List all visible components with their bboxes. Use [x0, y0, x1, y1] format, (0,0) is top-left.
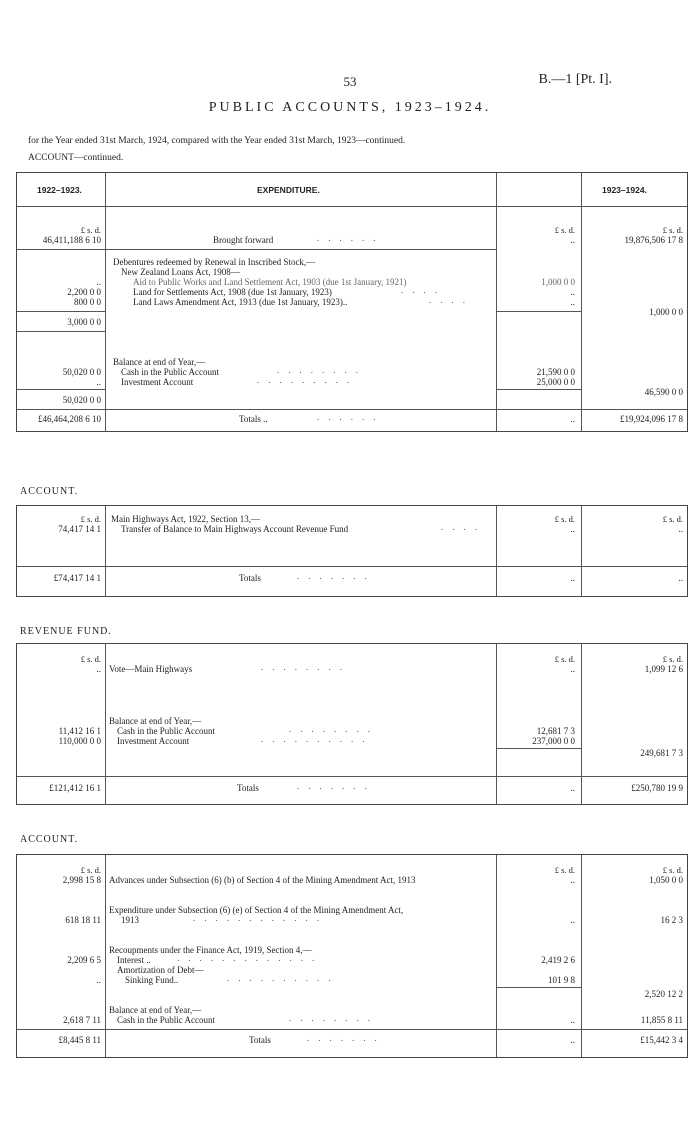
balance-inv-prev: ..	[96, 377, 101, 387]
advances-mid: ..	[570, 875, 575, 885]
balance-cash-label: Cash in the Public Account	[121, 367, 219, 377]
deb-line1-prev: ..	[96, 277, 101, 287]
balance-heading: Balance at end of Year,—	[109, 716, 202, 726]
line2-mid: ..	[570, 524, 575, 534]
page-number: 53	[343, 74, 357, 89]
sinking-fund-mid: 101 9 8	[548, 975, 575, 985]
units-mid: £ s. d.	[554, 225, 575, 235]
deb-line3-mid: ..	[570, 297, 575, 307]
expenditure-table-1: 1922–1923. EXPENDITURE. 1923–1924. £ s. d. £ s. d. £ s. d. 46,411,188 6 10 Brought forward ...... .. 19,876,506 17 8 Debentures redeemed by Renewal in Inscribed Stock,— New Zealand Loans Act, 1908— .. Aid to Public Works and Land Settlement Act, 1903 (due 1st January, 1921) 1,000 0 0 2,200 0 0 Land for Settlements Act, 1908 (due 1st January, 1923) .... .. 800 0 0 Land Laws Amendment Act, 1913 (due 1st January, 1923).. .... .. 3,000 0 0 1,000 0 0 Balance at end of Year,— 50,020 0 0 Cash in the Public Account ........ 21,590 0 0 .. Investment Account ......... 25,000 0 0 50,020 0 0 46,590 0 0 £46,464,208 6 10 Totals .. ...... .. £19,924,096 17 8	[16, 172, 688, 432]
balance-inv-label: Investment Account	[121, 377, 194, 387]
totals-label: Totals	[249, 1035, 271, 1045]
totals-curr: ..	[678, 573, 683, 583]
deb-line2-prev: 2,200 0 0	[67, 287, 101, 297]
document-reference: B.—1 [Pt. I].	[538, 72, 612, 87]
line2-label: Transfer of Balance to Main Highways Account Revenue Fund	[121, 524, 349, 534]
units-prev: £ s. d.	[80, 225, 101, 235]
totals-prev: £46,464,208 6 10	[38, 414, 101, 424]
header-expenditure: EXPENDITURE.	[257, 185, 320, 195]
expenditure-table-3: £ s. d. £ s. d. £ s. d. .. Vote—Main Highways ........ .. 1,099 12 6 Balance at end of Year,— 11,412 16 1 Cash in the Public Account ........ 12,681 7 3 110,000 0 0 Investment Account .......... 237,000 0 0 249,681 7 3 £121,412 16 1 Totals ....... .. £250,780 19 9	[16, 643, 688, 805]
expenditure-table-4: £ s. d. £ s. d. £ s. d. 2,998 15 8 Advances under Subsection (6) (b) of Section 4 of the Mining Amendment Act, 1913 .. 1,050 0 0 Expenditure under Subsection (6) (e) of Section 4 of the Mining Amendment Act, 618 18 11 1913 ............ .. 16 2 3 Recoupments under the Finance Act, 1919, Section 4,— 2,209 6 5 Interest .. ............. 2,419 2 6 Amortization of Debt— .. Sinking Fund.. .......... 101 9 8 2,520 12 2 Balance at end of Year,— 2,618 7 11 Cash in the Public Account ........ .. 11,855 8 11 £8,445 8 11 Totals ....... .. £15,442 3 4	[16, 854, 688, 1058]
brought-forward-curr: 19,876,506 17 8	[624, 235, 683, 245]
recoupments-heading: Recoupments under the Finance Act, 1919, Section 4,—	[109, 945, 312, 955]
advances-curr: 1,050 0 0	[649, 875, 683, 885]
balance-total-curr: 46,590 0 0	[644, 387, 683, 397]
amortization-label: Amortization of Debt—	[117, 965, 204, 975]
balance-cash-prev: 50,020 0 0	[62, 367, 101, 377]
expenditure-mid: ..	[570, 915, 575, 925]
totals-prev: £74,417 14 1	[53, 573, 101, 583]
page-title: PUBLIC ACCOUNTS, 1923–1924.	[208, 100, 492, 115]
units-mid: £ s. d.	[554, 514, 575, 524]
brought-forward-mid: ..	[570, 235, 575, 245]
expenditure-table-2: £ s. d. £ s. d. £ s. d. 74,417 14 1 Main Highways Act, 1922, Section 13,— Transfer of Balance to Main Highways Account Revenue Fund .... .. .. £74,417 14 1 Totals ....... .. ..	[16, 505, 688, 597]
debentures-heading: Debentures redeemed by Renewal in Inscribed Stock,—	[113, 257, 316, 267]
deb-line1-label: Aid to Public Works and Land Settlement Act, 1903 (due 1st January, 1921)	[133, 277, 407, 287]
interest-label: Interest ..	[117, 955, 151, 965]
balance-inv-mid: 237,000 0 0	[532, 736, 575, 746]
recoupments-total-curr: 2,520 12 2	[644, 989, 683, 999]
line1-label: Main Highways Act, 1922, Section 13,—	[111, 514, 260, 524]
balance-total-prev: 50,020 0 0	[62, 395, 101, 405]
expenditure-label-a: Expenditure under Subsection (6) (e) of Section 4 of the Mining Amendment Act,	[109, 905, 404, 915]
page-subtitle: for the Year ended 31st March, 1924, compared with the Year ended 31st March, 1923—continued.	[28, 136, 406, 146]
units-curr: £ s. d.	[662, 865, 683, 875]
deb-total-prev: 3,000 0 0	[67, 317, 101, 327]
totals-mid: ..	[570, 573, 575, 583]
totals-label: Totals	[239, 573, 261, 583]
balance-cash-mid: 12,681 7 3	[536, 726, 575, 736]
units-curr: £ s. d.	[662, 654, 683, 664]
sinking-fund-prev: ..	[96, 975, 101, 985]
totals-mid: ..	[570, 1035, 575, 1045]
brought-forward-label: Brought forward	[213, 235, 274, 245]
balance-total-curr: 249,681 7 3	[640, 748, 683, 758]
units-mid: £ s. d.	[554, 654, 575, 664]
line1-prev: 74,417 14 1	[58, 524, 101, 534]
vote-mid: ..	[570, 664, 575, 674]
balance-heading: Balance at end of Year,—	[113, 357, 206, 367]
totals-curr: £15,442 3 4	[640, 1035, 683, 1045]
advances-prev: 2,998 15 8	[62, 875, 101, 885]
balance-cash-label: Cash in the Public Account	[117, 726, 215, 736]
units-curr: £ s. d.	[662, 225, 683, 235]
balance-cash-curr: 11,855 8 11	[640, 1015, 683, 1025]
totals-label: Totals ..	[239, 414, 268, 424]
totals-label: Totals	[237, 783, 259, 793]
expenditure-prev: 618 18 11	[65, 915, 101, 925]
line2-curr: ..	[678, 524, 683, 534]
brought-forward-prev: 46,411,188 6 10	[42, 235, 101, 245]
balance-cash-label: Cash in the Public Account	[117, 1015, 215, 1025]
totals-curr: £250,780 19 9	[631, 783, 683, 793]
balance-cash-prev: 2,618 7 11	[63, 1015, 101, 1025]
deb-line2-mid: ..	[570, 287, 575, 297]
units-prev: £ s. d.	[80, 654, 101, 664]
totals-mid: ..	[570, 783, 575, 793]
units-prev: £ s. d.	[80, 865, 101, 875]
units-prev: £ s. d.	[80, 514, 101, 524]
totals-prev: £121,412 16 1	[49, 783, 101, 793]
balance-cash-mid: 21,590 0 0	[536, 367, 575, 377]
balance-inv-mid: 25,000 0 0	[536, 377, 575, 387]
expenditure-label-b: 1913	[121, 915, 139, 925]
interest-prev: 2,209 6 5	[67, 955, 101, 965]
advances-label: Advances under Subsection (6) (b) of Section 4 of the Mining Amendment Act, 1913	[109, 875, 416, 885]
deb-line3-label: Land Laws Amendment Act, 1913 (due 1st January, 1923)..	[133, 297, 348, 307]
deb-line3-prev: 800 0 0	[74, 297, 101, 307]
section-heading-revenue-fund: REVENUE FUND.	[20, 626, 112, 637]
debentures-subheading: New Zealand Loans Act, 1908—	[121, 267, 240, 277]
deb-line2-label: Land for Settlements Act, 1908 (due 1st January, 1923)	[133, 287, 332, 297]
balance-inv-prev: 110,000 0 0	[58, 736, 101, 746]
expenditure-curr: 16 2 3	[660, 915, 683, 925]
balance-inv-label: Investment Account	[117, 736, 190, 746]
interest-mid: 2,419 2 6	[541, 955, 575, 965]
section-heading-account-4: ACCOUNT.	[20, 834, 79, 845]
section-heading-account-2: ACCOUNT.	[20, 486, 79, 497]
vote-curr: 1,099 12 6	[644, 664, 683, 674]
vote-label: Vote—Main Highways	[109, 664, 193, 674]
deb-total-curr: 1,000 0 0	[649, 307, 683, 317]
units-mid: £ s. d.	[554, 865, 575, 875]
totals-prev: £8,445 8 11	[58, 1035, 101, 1045]
deb-line1-mid: 1,000 0 0	[541, 277, 575, 287]
totals-mid: ..	[570, 414, 575, 424]
vote-prev: ..	[96, 664, 101, 674]
balance-heading: Balance at end of Year,—	[109, 1005, 202, 1015]
balance-cash-prev: 11,412 16 1	[58, 726, 101, 736]
account-label: ACCOUNT—continued.	[28, 153, 124, 163]
balance-cash-mid: ..	[570, 1015, 575, 1025]
sinking-fund-label: Sinking Fund..	[125, 975, 179, 985]
units-curr: £ s. d.	[662, 514, 683, 524]
header-curr-year: 1923–1924.	[602, 185, 647, 195]
totals-curr: £19,924,096 17 8	[620, 414, 683, 424]
header-prev-year: 1922–1923.	[37, 185, 82, 195]
